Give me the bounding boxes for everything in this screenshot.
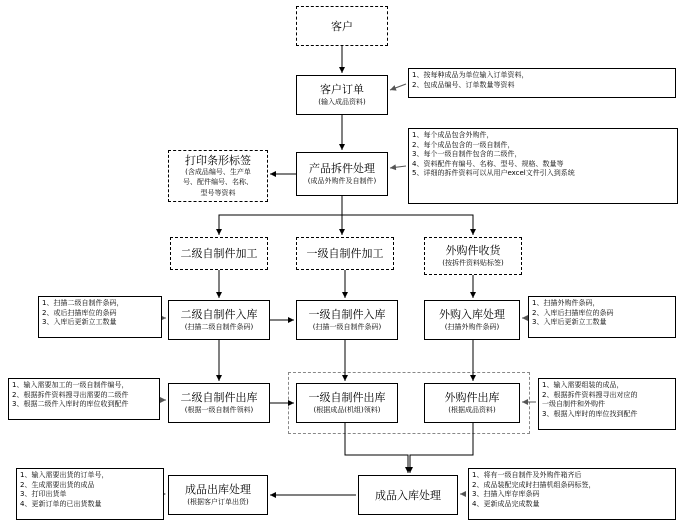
node-first-outbound[interactable] <box>296 383 398 423</box>
node-first-inbound[interactable] <box>296 300 398 340</box>
node-second-inbound-sub: (扫描二级自制件条码) <box>184 323 254 331</box>
note-purchase-inbound-line-3: 3、入库后更新立工数量 <box>532 318 607 326</box>
node-customer-order-title: 客户订单 <box>320 83 364 96</box>
note-purchase-outbound-line-4: 3、根据入库时的库位找到配件 <box>542 409 638 418</box>
node-second-make-title: 二级自制件加工 <box>180 247 258 260</box>
note-customer-order-line-2: 2、包成品编号、订单数量等资料 <box>412 80 515 89</box>
node-split-process-sub: (成品外购件及自制件) <box>307 177 377 185</box>
note-product-inbound <box>468 468 676 520</box>
node-barcode-print-sub-2: 号、配件编号、名称、 <box>183 178 253 187</box>
note-split-process-line-4: 4、资料配件有编号、名称、型号、规格、数量等 <box>412 159 564 168</box>
node-customer-order-sub: (输入成品资料) <box>318 98 366 106</box>
note-purchase-outbound <box>538 378 676 430</box>
node-second-outbound-title: 二级自制件出库 <box>180 391 258 404</box>
note-second-inbound-line-2: 2、或后扫描库位的条码 <box>42 308 117 317</box>
note-purchase-inbound <box>528 296 676 338</box>
node-barcode-print-sub-3: 型号等资料 <box>200 188 236 197</box>
node-second-make[interactable] <box>170 237 268 270</box>
note-second-outbound-line-2: 2、根据拆件资料搜寻出需要的二级件 <box>12 390 129 399</box>
note-product-inbound-line-4: 4、更新成品完成数量 <box>472 499 540 508</box>
node-barcode-print-sub-1: (含成品编号、生产单 <box>185 167 251 176</box>
node-customer[interactable] <box>296 6 388 46</box>
node-purchase-outbound-title: 外购件出库 <box>444 391 500 404</box>
node-second-outbound-sub: (根据一级自制件领料) <box>184 406 254 414</box>
note-product-inbound-line-2: 2、成品装配完成时扫描机组条码标签， <box>472 480 596 489</box>
node-product-outbound[interactable] <box>168 475 268 515</box>
node-product-inbound[interactable] <box>358 475 458 515</box>
node-barcode-print[interactable] <box>168 150 268 202</box>
node-product-outbound-title: 成品出库处理 <box>185 483 251 496</box>
note-second-inbound-line-3: 3、入库后更新立工数量 <box>42 318 117 326</box>
node-purchase-receive-sub: (按拆件资料贴标签) <box>442 259 504 267</box>
node-first-outbound-title: 一级自制件出库 <box>308 391 386 404</box>
note-purchase-outbound-line-2: 2、根据拆件资料搜寻出对应的 <box>542 390 638 399</box>
note-split-process-line-1: 1、每个成品包含外购件， <box>412 131 494 139</box>
node-customer-title: 客户 <box>331 19 353 33</box>
node-purchase-outbound-sub: (根据成品资料) <box>448 406 496 414</box>
node-product-outbound-sub: (根据客户订单出货) <box>187 498 249 506</box>
note-purchase-inbound-line-1: 1、扫描外购件条码， <box>532 299 600 307</box>
node-purchase-receive[interactable] <box>424 237 522 275</box>
node-first-make-title: 一级自制件加工 <box>306 247 384 260</box>
node-customer-order[interactable] <box>296 75 388 115</box>
note-split-process-line-2: 2、每个成品包含的一级自制件， <box>412 140 515 149</box>
node-split-process[interactable] <box>296 152 388 196</box>
note-product-outbound-line-3: 3、打印出货单 <box>20 490 67 498</box>
node-first-outbound-sub: (根据成品(机组)领料) <box>313 406 381 414</box>
note-product-inbound-line-1: 1、将有一级自制件及外购件箱齐后 <box>472 471 582 479</box>
node-second-outbound[interactable] <box>168 383 270 423</box>
node-first-inbound-sub: (扫描一级自制件条码) <box>312 323 382 331</box>
note-product-inbound-line-3: 3、扫描入库存库条码 <box>472 490 540 498</box>
note-second-inbound <box>38 296 162 338</box>
note-product-outbound-line-2: 2、生成需要出货的成品 <box>20 480 95 489</box>
note-product-outbound <box>16 468 164 520</box>
node-second-inbound[interactable] <box>168 300 270 340</box>
note-second-inbound-line-1: 1、扫描二级自制件条码， <box>42 299 124 307</box>
note-split-process <box>408 128 678 204</box>
node-purchase-inbound-sub: (扫描外购件条码) <box>444 323 500 331</box>
note-product-outbound-line-1: 1、输入需要出货的订单号， <box>20 471 109 479</box>
node-second-inbound-title: 二级自制件入库 <box>180 308 258 321</box>
node-first-inbound-title: 一级自制件入库 <box>308 308 386 321</box>
note-second-outbound-line-3: 3、根据二级件入库时的库位收到配件 <box>12 400 129 408</box>
note-customer-order-line-1: 1、按每种成品为单位输入订单资料， <box>412 71 529 79</box>
node-purchase-outbound[interactable] <box>424 383 520 423</box>
note-second-outbound-line-1: 1、输入需要加工的一级自制件编号， <box>12 381 129 389</box>
node-purchase-receive-title: 外购件收货 <box>445 244 501 257</box>
note-purchase-outbound-line-1: 1、输入需要组装的成品， <box>542 381 624 389</box>
note-purchase-outbound-line-3: 一级自制件和外购件 <box>542 400 605 408</box>
note-customer-order <box>408 68 676 98</box>
note-second-outbound <box>8 378 160 420</box>
note-product-outbound-line-4: 4、更新订单的已出货数量 <box>20 499 102 508</box>
note-split-process-line-3: 3、每个一级自制件包含的二级件， <box>412 150 522 158</box>
note-purchase-inbound-line-2: 2、入库后扫描库位的条码 <box>532 308 614 317</box>
node-purchase-inbound-title: 外购入库处理 <box>439 308 505 321</box>
node-split-process-title: 产品拆件处理 <box>309 162 375 175</box>
node-first-make[interactable] <box>296 237 394 270</box>
note-split-process-line-5: 5、详细的拆件资料可以从用户excel文件引入到系统 <box>412 169 575 177</box>
node-purchase-inbound[interactable] <box>424 300 520 340</box>
node-product-inbound-title: 成品入库处理 <box>375 488 441 502</box>
node-barcode-print-title: 打印条形标签 <box>185 153 251 167</box>
